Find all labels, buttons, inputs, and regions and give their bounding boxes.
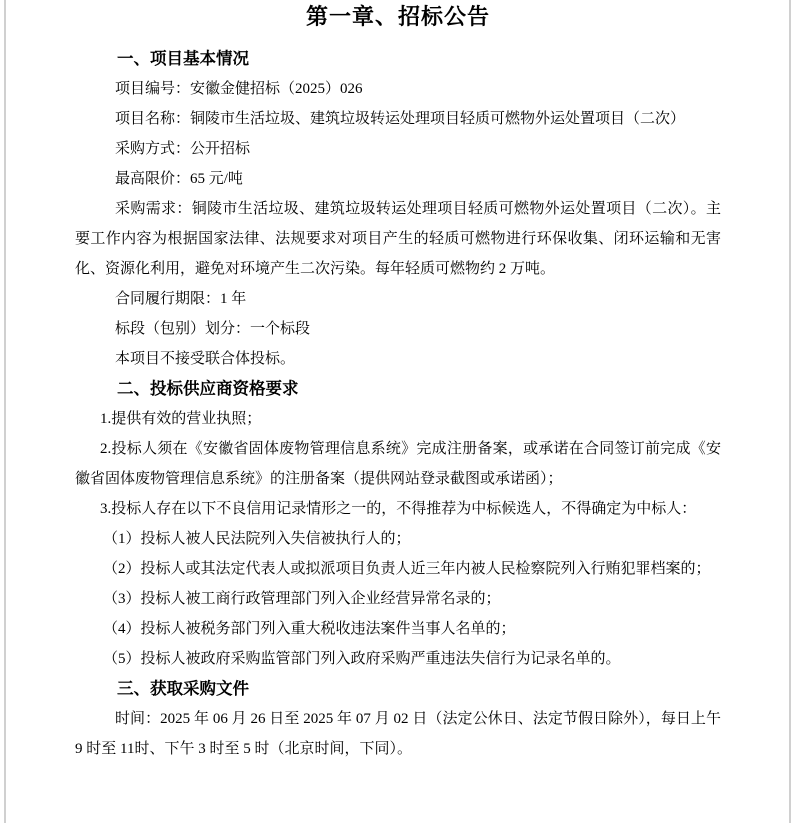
price-cap: 最高限价：65 元/吨 [115,171,243,187]
procurement-method: 采购方式：公开招标 [115,141,251,157]
section-heading-obtain-documents: 三、获取采购文件 [117,679,249,698]
document-obtain-time: 时间：2025 年 06 月 26 日至 2025 年 07 月 02 日（法定公休日、法定节假日除外），每日上午 9 时至 11时、下午 3 时至 5 时（北京时间，下同）。 [75,711,721,757]
section-heading-project-basics: 一、项目基本情况 [117,49,249,68]
section-heading-bidder-qualifications: 二、投标供应商资格要求 [117,379,299,398]
credit-item-2: （2）投标人或其法定代表人或拟派项目负责人近三年内被人民检察院列入行贿犯罪档案的； [103,561,711,577]
project-name: 项目名称：铜陵市生活垃圾、建筑垃圾转运处理项目轻质可燃物外运处置项目（二次） [115,111,686,127]
req-business-license: 1.提供有效的营业执照； [100,411,262,427]
document-page [75,0,721,764]
no-consortium-note: 本项目不接受联合体投标。 [115,351,296,367]
credit-item-4: （4）投标人被税务部门列入重大税收违法案件当事人名单的； [103,621,516,637]
contract-period: 合同履行期限：1 年 [115,291,247,307]
page-right-edge [789,0,791,823]
lot-division: 标段（包别）划分：一个标段 [115,321,311,337]
credit-item-1: （1）投标人被人民法院列入失信被执行人的； [103,531,411,547]
req-registration: 2.投标人须在《安徽省固体废物管理信息系统》完成注册备案，或承诺在合同签订前完成《安徽省固体废物管理信息系统》的注册备案（提供网站登录截图或承诺函）； [75,441,721,487]
project-number: 项目编号：安徽金健招标（2025）026 [115,81,363,97]
req-credit-records: 3.投标人存在以下不良信用记录情形之一的，不得推荐为中标候选人，不得确定为中标人： [100,501,697,517]
page-left-edge [4,0,6,823]
page-title: 第一章、招标公告 [305,4,490,29]
credit-item-5: （5）投标人被政府采购监管部门列入政府采购严重违法失信行为记录名单的。 [103,651,621,667]
credit-item-3: （3）投标人被工商行政管理部门列入企业经营异常名录的； [103,591,501,607]
procurement-requirements: 采购需求：铜陵市生活垃圾、建筑垃圾转运处理项目轻质可燃物外运处置项目（二次）。主要工作内容为根据国家法律、法规要求对项目产生的轻质可燃物进行环保收集、闭环运输和无害化、资源化利用，避免对环境产生二次污染。每年轻质可燃物约 2 万吨。 [75,201,721,277]
